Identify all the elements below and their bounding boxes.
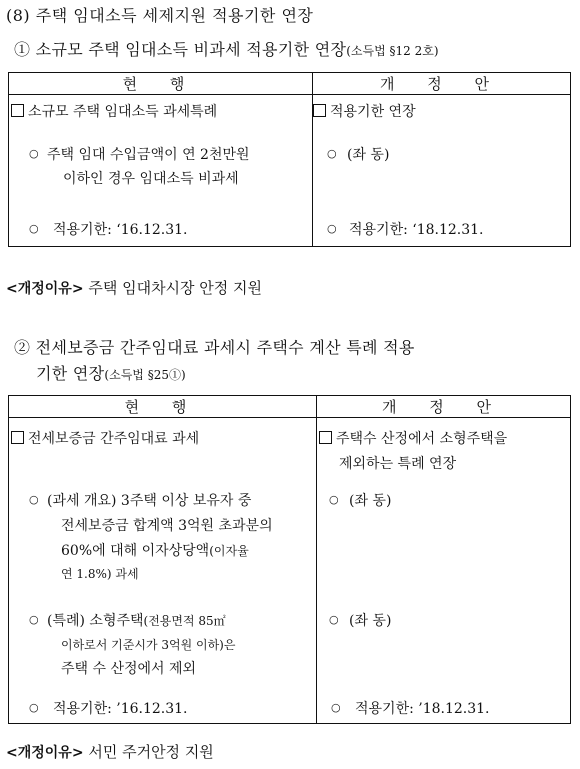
section2-title-line1: ② 전세보증금 간주임대료 과세시 주택수 계산 특례 적용 (14, 338, 415, 357)
section2-current-item2-line1 (47, 610, 226, 630)
section2-title-ref: (소득법 §25①) (104, 368, 186, 382)
circle-bullet-icon: ○ (29, 222, 39, 235)
section2-reason-text: 서민 주거안정 지원 (88, 743, 214, 761)
section2-revised-head-line1: 주택수 산정에서 소형주택을 (336, 431, 508, 447)
checkbox-icon (11, 431, 24, 444)
circle-bullet-icon: ○ (29, 493, 39, 506)
section2-current-item1-line1: (과세 개요) 3주택 이상 보유자 중 (47, 493, 252, 509)
section1-col-revised: 개 정 안 (313, 73, 571, 95)
section1-reason (6, 277, 262, 298)
circle-bullet-icon: ○ (327, 147, 337, 160)
section2-title-line2 (14, 361, 574, 388)
circle-bullet-icon: ○ (329, 493, 339, 506)
section2-revised-item2: (좌 동) (349, 613, 392, 629)
section2-current-item1-line4: 연 1.8%) 과세 (61, 567, 139, 581)
section2-current-deadline: 적용기한: ’16.12.31. (53, 701, 188, 717)
section2-revised-cell (317, 418, 570, 723)
section1-title-ref: (소득법 §12 2호) (346, 44, 439, 58)
section2-current-head (11, 428, 199, 448)
checkbox-icon (11, 104, 24, 117)
section2-current-item1-line3 (61, 540, 249, 560)
section1-current-head (11, 101, 217, 121)
circle-bullet-icon: ○ (327, 222, 337, 235)
section2-current-item1-line3b: (이자율 (209, 544, 249, 558)
circle-bullet-icon: ○ (331, 701, 341, 714)
section1-title (14, 37, 439, 60)
section2-title (14, 335, 574, 388)
section1-revised-item1: (좌 동) (347, 147, 390, 163)
section-heading: (8) 주택 임대소득 세제지원 적용기한 연장 (6, 6, 314, 25)
section1-title-main: ① 소규모 주택 임대소득 비과세 적용기한 연장 (14, 40, 347, 59)
section1-current-head-text: 소규모 주택 임대소득 과세특례 (28, 104, 218, 120)
section1-reason-label: <개정이유> (6, 281, 84, 297)
section2-comparison-table (8, 395, 571, 724)
section2-reason-label: <개정이유> (6, 745, 84, 761)
section2-current-cell (9, 418, 316, 723)
circle-bullet-icon: ○ (29, 613, 39, 626)
section2-revised-deadline: 적용기한: ’18.12.31. (355, 701, 490, 717)
section2-title-line2-main: 기한 연장 (36, 364, 105, 383)
section1-current-cell (9, 95, 312, 246)
section2-current-item1-line3a: 60%에 대해 이자상당액 (61, 543, 210, 559)
section1-comparison-table (8, 72, 571, 247)
section1-current-item1-line2: 이하인 경우 임대소득 비과세 (63, 171, 239, 187)
circle-bullet-icon: ○ (29, 701, 39, 714)
section1-revised-cell (313, 95, 570, 246)
section2-reason (6, 741, 214, 762)
section2-col-revised: 개 정 안 (317, 396, 571, 418)
section1-reason-text: 주택 임대차시장 안정 지원 (88, 279, 263, 297)
section2-current-item2-line1b: (전용면적 85㎡ (143, 614, 226, 628)
section1-col-current: 현 행 (9, 73, 313, 95)
section2-current-head-text: 전세보증금 간주임대료 과세 (28, 431, 200, 447)
section1-current-item1-line1: 주택 임대 수입금액이 연 2천만원 (47, 147, 250, 163)
section1-revised-head (313, 101, 416, 121)
checkbox-icon (319, 431, 332, 444)
checkbox-icon (313, 104, 326, 117)
section1-current-deadline: 적용기한: ‘16.12.31. (53, 222, 188, 238)
section2-current-item2-line1a: (특례) 소형주택 (47, 613, 144, 629)
circle-bullet-icon: ○ (29, 147, 39, 160)
section2-revised-item1: (좌 동) (349, 493, 392, 509)
section1-revised-head-text: 적용기한 연장 (330, 104, 416, 120)
section2-revised-head (319, 428, 507, 448)
section2-current-item2-line3: 주택 수 산정에서 제외 (61, 661, 197, 677)
section2-current-item2-line2: 이하로서 기준시가 3억원 이하)은 (61, 638, 236, 652)
section2-revised-head-line2: 제외하는 특례 연장 (339, 456, 457, 472)
section1-revised-deadline: 적용기한: ‘18.12.31. (349, 222, 484, 238)
section2-current-item1-line2: 전세보증금 합계액 3억원 초과분의 (61, 518, 273, 534)
section2-col-current: 현 행 (9, 396, 317, 418)
circle-bullet-icon: ○ (329, 613, 339, 626)
